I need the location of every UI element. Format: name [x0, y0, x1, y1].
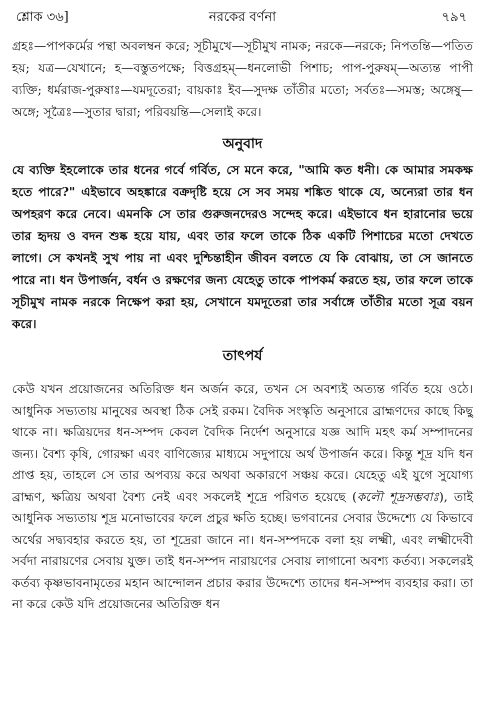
page-number: ৭৯৭ — [441, 10, 467, 25]
purport-text-part1: কেউ যখন প্রয়োজনের অতিরিক্ত ধন অর্জন করে, তখন সে অবশ্যই অত্যন্ত গর্বিত হয়ে ওঠে। আধুনিক সভ্যতায় মানুষের অবস্থা ঠিক সেই রকম। বৈদিক সংস্কৃতি অনুসারে ব্রাহ্মণদের কাছে কিছু থাকে না। ক্ষত্রিয়দের ধন-সম্পদ কেবল বৈদিক নির্দেশ অনুসারে যজ্ঞ আদি মহৎ কর্ম সম্পাদনের জন্য। বৈশ্য কৃষি, গোরক্ষা এবং বাণিজ্যের মাধ্যমে সদুপায়ে অর্থ উপার্জন করে। কিন্তু শূদ্র যদি ধন প্রাপ্ত হয়, তাহলে সে তার অপব্যয় করে অথবা অকারণে সঞ্চয় করে। যেহেতু এই যুগে সুযোগ্য ব্রাহ্মণ, ক্ষত্রিয় অথবা বৈশ্য নেই এবং সকলেই শূদ্রে পরিণত হয়েছে ( — [12, 382, 473, 504]
translation-heading: অনুবাদ — [222, 136, 263, 152]
purport-heading: তাৎপর্য — [222, 348, 263, 364]
running-header — [12, 8, 473, 30]
verse-reference: শ্লোক ৩৬] — [16, 10, 69, 25]
purport-section — [12, 379, 473, 616]
purport-text-part2: ), তাই আধুনিক সভ্যতায় শূদ্র মনোভাবের ফলে প্রচুর ক্ষতি হচ্ছে। ভগবানের সেবার উদ্দেশ্যে যে কিভাবে অর্থের সদ্ব্যবহার করতে হয়, তা শূদ্রেরা জানে না। ধন-সম্পদকে বলা হয় লক্ষ্মী, এবং লক্ষ্মীদেবী সর্বদা নারায়ণের সেবায় যুক্ত। তাই ধন-সম্পদ নারায়ণের সেবায় লাগানো অবশ্য কর্তব্য। সকলেরই কর্তব্য কৃষ্ণভাবনামৃতের মহান আন্দোলন প্রচার করার উদ্দেশ্যে তাদের ধন-সম্পদ ব্যবহার করা। তা না করে কেউ যদি প্রয়োজনের অতিরিক্ত ধন — [12, 489, 473, 612]
translation-text: যে ব্যক্তি ইহলোকে তার ধনের গর্বে গর্বিত, সে মনে করে, "আমি কত ধনী। কে আমার সমকক্ষ হতে পারে?" এইভাবে অহঙ্কারে বক্রদৃষ্টি হয়ে সে সব সময় শঙ্কিত থাকে যে, অন্যেরা তার ধন অপহরণ করে নেবে। এমনকি সে তার গুরুজনদেরও সন্দেহ করে। এইভাবে ধন হারানোর ভয়ে তার হৃদয় ও বদন শুষ্ক হয়ে যায়, এবং তার ফলে তাকে ঠিক একটি পিশাচের মতো দেখতে লাগে। সে কখনই সুখ পায় না এবং দুশ্চিন্তাহীন জীবন বলতে যে কি বোঝায়, তা সে জানতে পারে না। ধন উপার্জন, বর্ধন ও রক্ষণের জন্য যেহেতু তাকে পাপকর্ম করতে হয়, তার ফলে তাকে সূচীমুখ নামক নরকে নিক্ষেপ করা হয়, সেখানে যমদূতেরা তার সর্বাঙ্গে তাঁতীর মতো সূত্র বয়ন করে। — [12, 163, 473, 331]
chapter-title: নরকের বর্ণনা — [208, 10, 277, 25]
synonyms-section — [12, 35, 473, 123]
synonyms-text: গ্রহঃ—পাপকর্মের পন্থা অবলম্বন করে; সূচীমুখে—সূচীমুখ নামক; নরকে—নরকে; নিপতন্তি—পতিত হয়; যত্র—যেখানে; হ—বস্তুতপক্ষে; বিত্তগ্রহম্—ধনলোভী পিশাচ; পাপ-পুরুষম্—অত্যন্ত পাপী ব্যক্তি; ধর্মরাজ-পুরুষাঃ—যমদূতেরা; বায়কাঃ ইব—সুদক্ষ তাঁতীর মতো; সর্বতঃ—সমস্ত; অঙ্গেষু—অঙ্গে; সূত্রৈঃ—সুতার দ্বারা; পরিবয়ন্তি—সেলাই করে। — [12, 39, 473, 119]
purport-paragraph — [12, 379, 473, 616]
translation-section — [12, 159, 473, 335]
purport-italic-quote: কলৌ শূদ্রসম্ভবাঃ — [356, 489, 439, 504]
